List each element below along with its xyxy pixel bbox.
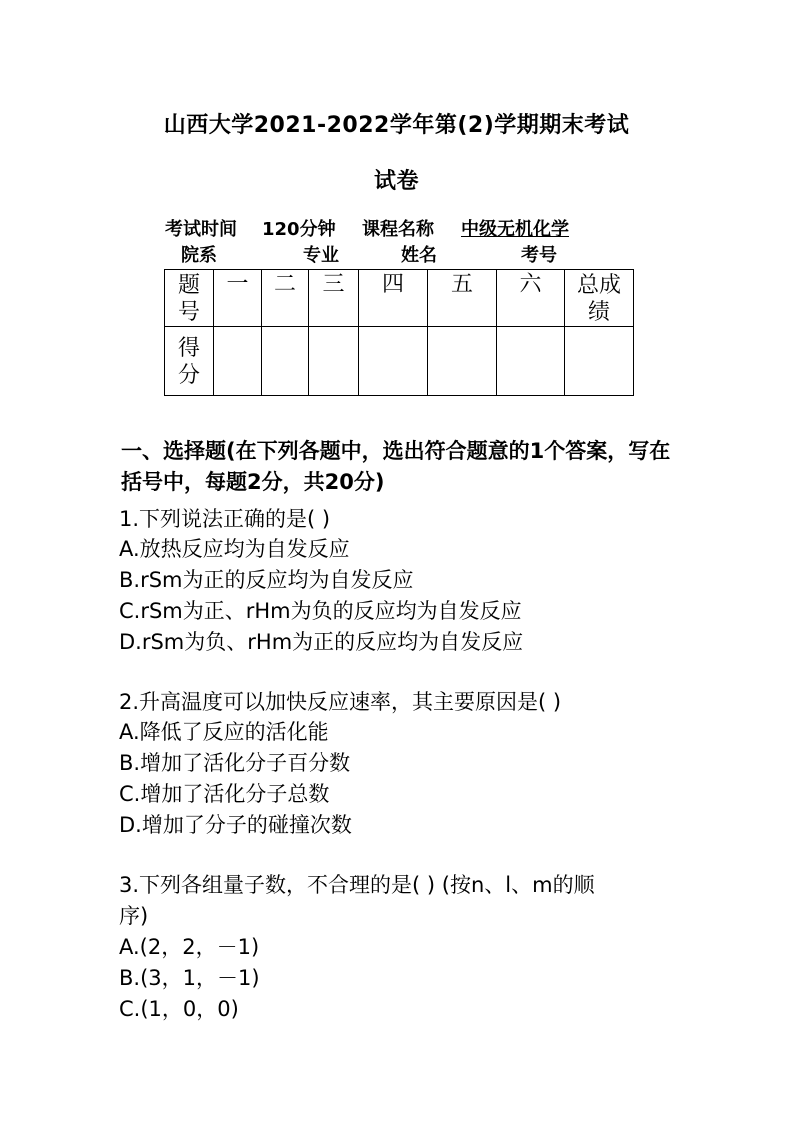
question-3-stem: 3.下列各组量子数，不合理的是( ) (按n、l、m的顺 <box>119 873 595 897</box>
col-header-1: 一 <box>214 270 262 327</box>
question-3-option-b: B.(3，1，－1) <box>119 966 260 990</box>
total-score-header: 总成 绩 <box>565 270 634 327</box>
question-1-option-d: D.rSm为负、rHm为正的反应均为自发反应 <box>119 630 524 654</box>
question-1-option-a: A.放热反应均为自发反应 <box>119 537 350 561</box>
question-3-option-c: C.(1，0，0) <box>119 997 239 1021</box>
exam-time-value: 120分钟 <box>262 219 336 240</box>
col-header-3: 三 <box>309 270 359 327</box>
col-header-5: 五 <box>428 270 497 327</box>
exam-subtitle: 试卷 <box>373 169 419 194</box>
exam-title: 山西大学2021-2022学年第(2)学期期末考试 <box>163 113 630 138</box>
score-cell-5[interactable] <box>428 327 497 396</box>
question-1-option-c: C.rSm为正、rHm为负的反应均为自发反应 <box>119 599 522 623</box>
score-cell-4[interactable] <box>359 327 428 396</box>
question-1-option-b: B.rSm为正的反应均为自发反应 <box>119 568 414 592</box>
question-2-option-d: D.增加了分子的碰撞次数 <box>119 813 352 837</box>
section-heading: 一、选择题(在下列各题中，选出符合题意的1个答案，写在括号中，每题2分，共20分) <box>121 439 671 494</box>
question-1-stem: 1.下列说法正确的是( ) <box>119 507 331 531</box>
col-header-2: 二 <box>262 270 309 327</box>
dept-label: 院系 <box>181 245 217 266</box>
question-3-option-a: A.(2，2，－1) <box>119 935 260 959</box>
exam-no-label: 考号 <box>521 245 557 266</box>
score-cell-2[interactable] <box>262 327 309 396</box>
question-2-option-c: C.增加了活化分子总数 <box>119 782 330 806</box>
name-label: 姓名 <box>401 245 437 266</box>
score-cell-total[interactable] <box>565 327 634 396</box>
question-number-header: 题 号 <box>165 270 214 327</box>
question-3-stem-cont: 序) <box>119 904 149 928</box>
question-2-option-a: A.降低了反应的活化能 <box>119 720 329 744</box>
score-table-score-row <box>165 327 634 396</box>
exam-time-label: 考试时间 <box>165 219 237 240</box>
score-row-header: 得 分 <box>165 327 214 396</box>
score-table-header-row <box>165 270 634 327</box>
score-cell-6[interactable] <box>497 327 565 396</box>
major-label: 专业 <box>303 245 339 266</box>
course-value: 中级无机化学 <box>461 219 569 240</box>
question-2-option-b: B.增加了活化分子百分数 <box>119 751 351 775</box>
score-cell-3[interactable] <box>309 327 359 396</box>
course-label: 课程名称 <box>362 219 434 240</box>
col-header-6: 六 <box>497 270 565 327</box>
score-table <box>164 269 634 396</box>
score-cell-1[interactable] <box>214 327 262 396</box>
question-2-stem: 2.升高温度可以加快反应速率，其主要原因是( ) <box>119 690 562 714</box>
col-header-4: 四 <box>359 270 428 327</box>
